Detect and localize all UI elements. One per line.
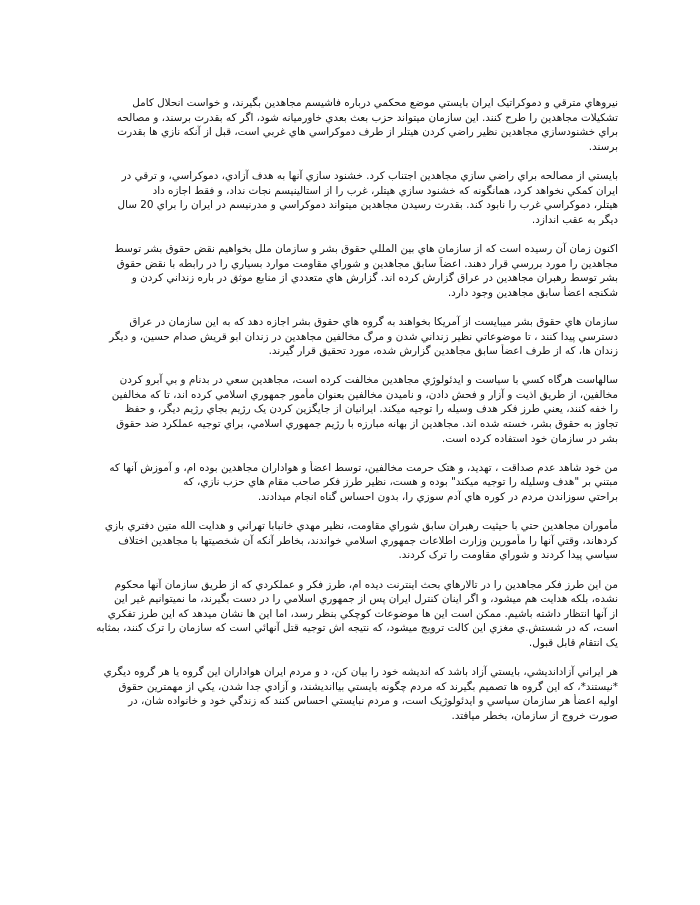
text-line: اوليه اعضأ هر سازمان سياسي و ايدئولوژيک است، و مردم نبايستي احساس كنند كه زندگي خود و خانواده شان، در xyxy=(128,695,618,708)
text-line: ديگر به عقب اندازد. xyxy=(531,213,618,226)
text-line: كردهاند، وقتي آنها را مأمورين وزارت اطلاعات جمهوري اسلامي خواندند، بخاطر آنكه آن شخصيتها با مجاهدين اختلاف xyxy=(118,534,618,547)
text-line: *نيستند*، كه اين گروه ها تصميم بگيرند كه مردم چگونه بايستي بياانديشند، و آزادي جدا شدن، يكي از مهمترين حقوق xyxy=(118,680,618,693)
text-line: يک انتقام قابل قبول. xyxy=(528,636,618,649)
text-line: مأموران مجاهدين حتي با حيثيت رهبران سابق شوراي مقاومت، نظير مهدي خانبابا تهراني و هدايت الله متين دفتري بازي xyxy=(104,520,618,533)
text-line: سالهاست هرگاه كسي با سياست و ايدئولوژي مجاهدين مخالفت كرده است، مجاهدين سعي در بدنام و بي آبرو كردن xyxy=(119,374,618,387)
paragraph xyxy=(84,242,618,300)
paragraph xyxy=(84,96,618,154)
paragraph xyxy=(84,373,618,446)
text-line: صورت خروج از سازمان، بخطر ميافتد. xyxy=(451,709,618,722)
paragraph xyxy=(84,519,618,563)
text-line: است، كه در شستش.ي مغزي اين كالت ترويج ميشود، كه نتيجه اش توجيه قتل آنهائي است كه سازمان را ترک كنند، بمثابه xyxy=(96,622,618,635)
text-line: از آنها انتظار داشته باشيم. ممكن است اين ها موضوعات كوچكي بنظر رسد، اما اين ها نشان ميدهد كه اين طرز تفكري xyxy=(107,607,618,620)
text-line: دسترسي پيدا كنند ، تا موضوعاتي نظير زنداني شدن و مرگ مخالفين مجاهدين در زندان ابو قريش صدام حسين، و ديگر xyxy=(109,330,618,343)
text-line: هيتلر، دموكراسي غرب را نابود كند. بقدرت رسيدن مجاهدين ميتواند دموكراسي و مدرنيسم در ايران را براي 20 سال xyxy=(117,199,618,212)
text-line: تشكيلات مجاهدين را طرح كنند. اين سازمان ميتواند حزب بعث بعدي خاورميانه شود، اگر كه بقدرت برسند، و مصالحه xyxy=(116,111,618,124)
text-line: برسند. xyxy=(588,140,618,153)
text-line: سازمان هاي حقوق بشر ميبايست از آمريكا بخواهند به گروه هاي حقوق بشر اجازه دهد كه به اين سازمان در عراق xyxy=(129,315,618,328)
text-line: سياسي پيدا كردند و شوراي مقاومت را ترک كردند. xyxy=(398,549,618,562)
text-line: مبتني بر "هدف وسليله را توجيه ميكند" بوده و هست، نظير طرز فكر صاحب مقام هاي حزب نازي، كه xyxy=(183,476,618,489)
paragraph xyxy=(84,169,618,227)
text-line: تجاوز به حقوق بشر، خسته شده اند. مجاهدين از بهانه مبارزه با رژيم جمهوري اسلامي، براي توجيه عملكرد ضد حقوق xyxy=(116,418,618,431)
document-body xyxy=(84,96,618,738)
paragraph xyxy=(84,461,618,505)
text-line: بايستي از مصالحه براي راضي سازي مجاهدين اجتناب كرد. خشنود سازي آنها به هدف آزادي، دموكراسي، و ترقي در xyxy=(121,169,618,182)
paragraph xyxy=(84,665,618,723)
text-line: من خود شاهد عدم صداقت ، تهديد، و هتک حرمت مخالفين، توسط اعضأ و هواداران مجاهدين بوده ام، و آموزش آنها كه xyxy=(109,461,618,474)
text-line: مخالفين، از طريق اذيت و آزار و فحش دادن، و ناميدن مخالفين بعنوان مأمور جمهوري اسلامي كرده اند، تا كه مخالفين xyxy=(111,388,618,401)
text-line: مجاهدين را مورد بررسي قرار دهند. اعضاً سابق مجاهدين و شوراي مقاومت موارد بسياري را در رابطه با نقض حقوق xyxy=(116,257,618,270)
paragraph xyxy=(84,315,618,359)
text-line: اكنون زمان آن رسيده است كه از سازمان هاي بين المللي حقوق بشر و سازمان ملل بخواهيم نقض حقوق بشر توسط xyxy=(114,242,618,255)
text-line: بشر توسط رهبران مجاهدين در عراق گزارش كرده اند. گزارش هاي متعددي از منابع موثق در باره زنداني كردن و xyxy=(131,272,618,285)
text-line: نشده، بلكه هدايت هم ميشود، و اگر اينان كنترل ايران پس از جمهوري اسلامي را در دست بگيرند، ما نميتوانيم غير اين xyxy=(113,593,618,606)
text-line: را خفه كنند، يعني طرز فكر هدف وسيله را توجيه ميكند. ايرانيان از جايگزين كردن يک رژيم بجاي رژيم ديگر، و حفظ xyxy=(124,403,618,416)
text-line: من اين طرز فكر مجاهدين را در تالارهاي بحث اينترنت ديده ام، طرز فكر و عملكردي كه از طريق سازمان آنها محكوم xyxy=(114,578,618,591)
text-line: ايران كمكي نخواهد كرد، همانگونه كه خشنود سازي هيتلر، غرب را از استالينيسم نجات نداد، و فقط اجازه داد xyxy=(152,184,618,197)
text-line: براي خشنودسازي مجاهدين نظير راضي كردن هيتلر از طرف دموكراسي هاي غربي است، قبل از آنكه نازي ها بقدرت xyxy=(117,126,618,139)
text-line: بشر در سازمان خود استفاده كرده است. xyxy=(441,432,618,445)
text-line: زندان ها، كه از طرف اعضأ سابق مجاهدين گزارش شده، مورد تحقيق قرار گيرند. xyxy=(268,345,618,358)
paragraph xyxy=(84,578,618,651)
text-line: هر ايراني آزادانديشي، بايستي آزاد باشد كه انديشه خود را بيان كن، د و مردم ايران هواداران اين گروه يا هر گروه ديگري xyxy=(103,666,618,679)
text-line: براحتي سوزاندن مردم در كوره هاي آدم سوزي را، بدون احساس گناه انجام ميدادند. xyxy=(257,491,618,504)
text-line: نيروهاي مترقي و دموكراتيک ايران بايستي موضع محكمي درباره فاشيسم مجاهدين بگيرند، و خواست انحلال كامل xyxy=(132,97,618,109)
text-line: شكنجه اعضأ سابق مجاهدين وجود دارد. xyxy=(447,286,618,299)
